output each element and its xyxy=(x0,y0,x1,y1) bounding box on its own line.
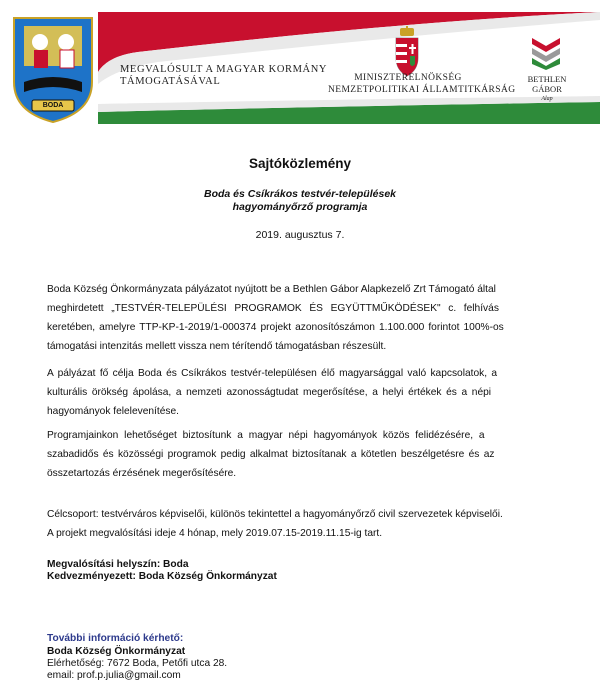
document-date: 2019. augusztus 7. xyxy=(255,229,345,241)
paragraph-target-group xyxy=(47,505,552,543)
fund-name-label: BETHLEN GÁBOR xyxy=(527,74,567,94)
paragraph-line: keretében, amelyre TTP-KP-1-2019/1-000374 projekt azonosítószámon 1.100.000 forintot 100%-os xyxy=(47,322,504,333)
beneficiary-line: Kedvezményezett: Boda Község Önkormányzat xyxy=(47,571,277,582)
paragraph-line: Célcsoport: testvérváros képviselői, különös tekintettel a hagyományőrző civil szervezetek képviselői. xyxy=(47,509,503,520)
more-info-label: További információ kérhető: xyxy=(47,633,184,644)
subtitle-line-2: hagyományőrző programja xyxy=(232,201,368,213)
funding-statement xyxy=(120,64,327,88)
hungarian-coat-of-arms-icon xyxy=(392,26,422,78)
fund-sub-label: Alap xyxy=(541,96,553,102)
paragraph-funding xyxy=(47,280,552,356)
bethlen-gabor-alap-logo-icon xyxy=(528,34,564,70)
paragraph-line: támogatási intenzitás mellett vissza nem térítendő támogatásban részesült. xyxy=(47,341,387,352)
funding-line-1: MEGVALÓSULT A MAGYAR KORMÁNY xyxy=(120,64,328,75)
fund-name xyxy=(514,74,580,104)
paragraph-line: Programjainkon lehetőséget biztosítunk a magyar népi hagyományok közös felidézésére, a xyxy=(47,430,485,441)
paragraph-line: szabadidős és közösségi programok pedig alkalmat biztosítanak a kötetlen beszélgetésre és az xyxy=(47,449,495,460)
project-location-block xyxy=(47,559,552,583)
crest-label: BODA xyxy=(42,102,64,109)
document-header xyxy=(0,0,600,128)
page-title: Sajtóközlemény xyxy=(248,156,352,171)
contact-address: Elérhetőség: 7672 Boda, Petőfi utca 28. xyxy=(47,658,228,669)
paragraph-line: A pályázat fő célja Boda és Csíkrákos testvér-településen élő magyarsággal való kapcsolatok, a xyxy=(47,368,498,379)
location-line: Megvalósítási helyszín: Boda xyxy=(47,559,189,570)
ministry-line-1: MINISZTERELNÖKSÉG xyxy=(354,73,462,83)
paragraph-goal xyxy=(47,364,552,421)
document-subtitle xyxy=(0,188,600,214)
paragraph-line: Boda Község Önkormányzata pályázatot nyújtott be a Bethlen Gábor Alapkezelő Zrt Támogató által xyxy=(47,284,496,295)
subtitle-line-1: Boda és Csíkrákos testvér-települések xyxy=(203,188,396,200)
ministry-line-2: NEMZETPOLITIKAI ÁLLAMTITKÁRSÁG xyxy=(328,85,516,95)
contact-block xyxy=(47,646,552,682)
contact-name: Boda Község Önkormányzat xyxy=(47,646,186,657)
ministry-name xyxy=(328,72,516,96)
contact-email[interactable]: email: prof.p.julia@gmail.com xyxy=(47,670,181,681)
paragraph-line: összetartozás érzésének megerősítésére. xyxy=(47,468,237,479)
paragraph-line: kulturális örökség ápolása, a nemzeti azonosságtudat megerősítése, a helyi értékek és a népi xyxy=(47,387,492,398)
paragraph-programs xyxy=(47,426,552,483)
funding-line-2: TÁMOGATÁSÁVAL xyxy=(120,76,221,87)
paragraph-line: meghirdetett „TESTVÉR-TELEPÜLÉSI PROGRAMOK ÉS EGYÜTTMŰKÖDÉSEK" c. felhívás xyxy=(47,303,499,314)
paragraph-line: hagyományok felelevenítése. xyxy=(47,406,179,417)
paragraph-line: A projekt megvalósítási ideje 4 hónap, mely 2019.07.15-2019.11.15-ig tart. xyxy=(47,528,383,539)
